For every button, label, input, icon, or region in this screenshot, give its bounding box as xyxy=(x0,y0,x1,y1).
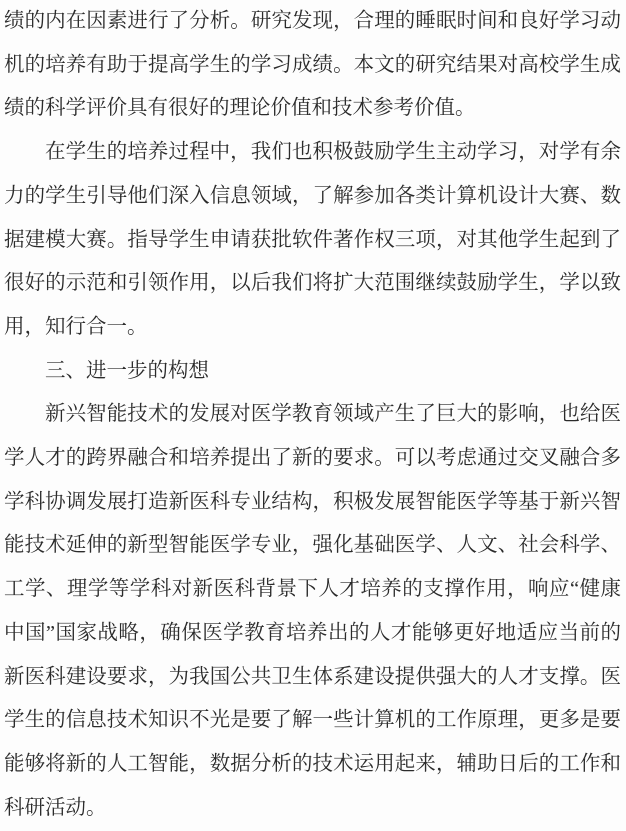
paragraph-student-cultivation: 在学生的培养过程中，我们也积极鼓励学生主动学习，对学有余力的学生引导他们深入信息领域，了解参加各类计算机设计大赛、数据建模大赛。指导学生申请获批软件著作权三项，对其他学生起到了很好的示范和引领作用，以后我们将扩大范围继续鼓励学生，学以致用，知行合一。 xyxy=(4,141,621,338)
section-heading-further-ideas: 三、进一步的构想 xyxy=(45,359,209,382)
paragraph-continuation: 绩的内在因素进行了分析。研究发现，合理的睡眠时间和良好学习动机的培养有助于提高学生的学习成绩。本文的研究结果对高校学生成绩的科学评价具有很好的理论价值和技术参考价值。 xyxy=(4,10,621,120)
paragraph-intelligent-technology: 新兴智能技术的发展对医学教育领域产生了巨大的影响，也给医学人才的跨界融合和培养提出了新的要求。可以考虑通过交叉融合多学科协调发展打造新医科专业结构，积极发展智能医学等基于新兴智能技术延伸的新型智能医学专业，强化基础医学、人文、社会科学、工学、理学等学科对新医科背景下人才培养的支撑作用，响应“健康中国”国家战略，确保医学教育培养出的人才能够更好地适应当前的新医科建设要求，为我国公共卫生体系建设提供强大的人才支撑。医学生的信息技术知识不光是要了解一些计算机的工作原理，更多是要能够将新的人工智能，数据分析的技术运用起来，辅助日后的工作和科研活动。 xyxy=(4,403,621,819)
